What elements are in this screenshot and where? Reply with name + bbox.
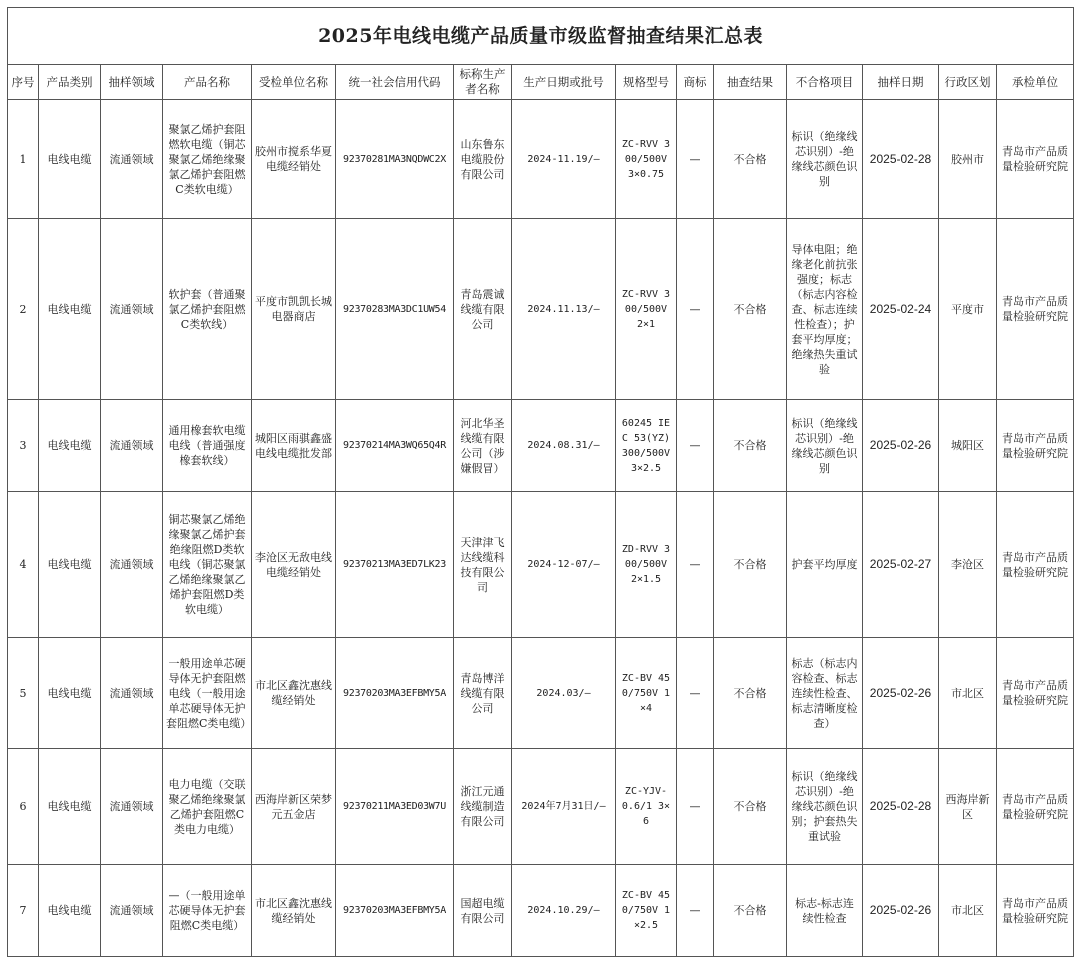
cell-sampling-field: 流通领域 <box>101 865 163 957</box>
results-table <box>7 7 1074 957</box>
cell-index: 7 <box>8 865 39 957</box>
cell-district: 西海岸新区 <box>939 749 997 865</box>
cell-trademark: — <box>677 492 714 638</box>
cell-production-date: 2024-12-07/— <box>512 492 616 638</box>
cell-result: 不合格 <box>714 400 787 492</box>
cell-sampling-date: 2025-02-26 <box>863 638 939 749</box>
cell-failed-items: 标识（绝缘线芯识别）-绝缘线芯颜色识别；护套热失重试验 <box>787 749 863 865</box>
cell-category: 电线电缆 <box>39 400 101 492</box>
cell-manufacturer: 天津津飞达线缆科技有限公司 <box>454 492 512 638</box>
cell-district: 李沧区 <box>939 492 997 638</box>
cell-trademark: — <box>677 749 714 865</box>
results-sheet <box>7 7 1073 958</box>
cell-testing-org: 青岛市产品质量检验研究院 <box>997 219 1074 400</box>
cell-spec: ZC-YJV-0.6/1 3×6 <box>616 749 677 865</box>
cell-production-date: 2024-11.19/— <box>512 100 616 219</box>
table-row <box>8 100 1074 219</box>
header-production-date: 生产日期或批号 <box>512 65 616 100</box>
cell-result: 不合格 <box>714 638 787 749</box>
cell-failed-items: 导体电阻；绝缘老化前抗张强度；标志（标志内容检查、标志连续性检查）；护套平均厚度；绝缘热失重试验 <box>787 219 863 400</box>
cell-testing-org: 青岛市产品质量检验研究院 <box>997 100 1074 219</box>
cell-index: 1 <box>8 100 39 219</box>
header-testing-org: 承检单位 <box>997 65 1074 100</box>
cell-district: 市北区 <box>939 638 997 749</box>
cell-sampling-date: 2025-02-26 <box>863 400 939 492</box>
cell-spec: ZC-RVV 300/500V 2×1 <box>616 219 677 400</box>
cell-sampling-field: 流通领域 <box>101 638 163 749</box>
cell-product-name: —（一般用途单芯硬导体无护套阻燃C类电缆） <box>163 865 252 957</box>
cell-production-date: 2024.03/— <box>512 638 616 749</box>
cell-production-date: 2024年7月31日/— <box>512 749 616 865</box>
cell-index: 5 <box>8 638 39 749</box>
cell-testing-org: 青岛市产品质量检验研究院 <box>997 492 1074 638</box>
cell-result: 不合格 <box>714 219 787 400</box>
cell-inspected-unit: 市北区鑫沈惠线缆经销处 <box>252 638 336 749</box>
header-product-name: 产品名称 <box>163 65 252 100</box>
cell-product-name: 电力电缆（交联聚乙烯绝缘聚氯乙烯护套阻燃C类电力电缆） <box>163 749 252 865</box>
table-row <box>8 638 1074 749</box>
cell-sampling-field: 流通领域 <box>101 400 163 492</box>
cell-sampling-field: 流通领域 <box>101 100 163 219</box>
cell-inspected-unit: 平度市凯凯长城电器商店 <box>252 219 336 400</box>
cell-result: 不合格 <box>714 749 787 865</box>
header-sampling-date: 抽样日期 <box>863 65 939 100</box>
cell-credit-code: 92370283MA3DC1UW54 <box>336 219 454 400</box>
cell-manufacturer: 国超电缆有限公司 <box>454 865 512 957</box>
cell-district: 胶州市 <box>939 100 997 219</box>
cell-trademark: — <box>677 100 714 219</box>
header-district: 行政区划 <box>939 65 997 100</box>
cell-credit-code: 92370214MA3WQ65Q4R <box>336 400 454 492</box>
header-index: 序号 <box>8 65 39 100</box>
table-row <box>8 400 1074 492</box>
header-spec: 规格型号 <box>616 65 677 100</box>
table-row <box>8 865 1074 957</box>
cell-testing-org: 青岛市产品质量检验研究院 <box>997 865 1074 957</box>
cell-category: 电线电缆 <box>39 492 101 638</box>
cell-inspected-unit: 市北区鑫沈惠线缆经销处 <box>252 865 336 957</box>
cell-spec: ZC-RVV 300/500V 3×0.75 <box>616 100 677 219</box>
table-row <box>8 749 1074 865</box>
cell-credit-code: 92370203MA3EFBMY5A <box>336 865 454 957</box>
cell-district: 市北区 <box>939 865 997 957</box>
cell-category: 电线电缆 <box>39 219 101 400</box>
cell-testing-org: 青岛市产品质量检验研究院 <box>997 749 1074 865</box>
cell-product-name: 一般用途单芯硬导体无护套阻燃电线（一般用途单芯硬导体无护套阻燃C类电缆） <box>163 638 252 749</box>
header-trademark: 商标 <box>677 65 714 100</box>
cell-category: 电线电缆 <box>39 749 101 865</box>
cell-inspected-unit: 西海岸新区荣梦元五金店 <box>252 749 336 865</box>
cell-district: 城阳区 <box>939 400 997 492</box>
cell-credit-code: 92370213MA3ED7LK23 <box>336 492 454 638</box>
cell-manufacturer: 浙江元通线缆制造有限公司 <box>454 749 512 865</box>
cell-sampling-field: 流通领域 <box>101 492 163 638</box>
header-inspected-unit: 受检单位名称 <box>252 65 336 100</box>
cell-product-name: 软护套（普通聚氯乙烯护套阻燃C类软线） <box>163 219 252 400</box>
cell-district: 平度市 <box>939 219 997 400</box>
cell-category: 电线电缆 <box>39 865 101 957</box>
cell-spec: ZD-RVV 300/500V 2×1.5 <box>616 492 677 638</box>
cell-testing-org: 青岛市产品质量检验研究院 <box>997 638 1074 749</box>
table-title: 2025年电线电缆产品质量市级监督抽查结果汇总表 <box>8 8 1074 65</box>
cell-failed-items: 标志-标志连续性检查 <box>787 865 863 957</box>
cell-index: 6 <box>8 749 39 865</box>
cell-manufacturer: 青岛震诚线缆有限公司 <box>454 219 512 400</box>
cell-spec: ZC-BV 450/750V 1×4 <box>616 638 677 749</box>
cell-trademark: — <box>677 400 714 492</box>
header-manufacturer: 标称生产者名称 <box>454 65 512 100</box>
cell-index: 4 <box>8 492 39 638</box>
cell-manufacturer: 山东鲁东电缆股份有限公司 <box>454 100 512 219</box>
cell-inspected-unit: 李沧区无敌电线电缆经销处 <box>252 492 336 638</box>
header-row <box>8 65 1074 100</box>
cell-trademark: — <box>677 865 714 957</box>
cell-failed-items: 标志（标志内容检查、标志连续性检查、标志清晰度检查） <box>787 638 863 749</box>
cell-product-name: 聚氯乙烯护套阻燃软电缆（铜芯聚氯乙烯绝缘聚氯乙烯护套阻燃C类软电缆） <box>163 100 252 219</box>
cell-index: 3 <box>8 400 39 492</box>
cell-production-date: 2024.10.29/— <box>512 865 616 957</box>
cell-result: 不合格 <box>714 865 787 957</box>
cell-sampling-date: 2025-02-28 <box>863 749 939 865</box>
table-row <box>8 492 1074 638</box>
header-sampling-field: 抽样领域 <box>101 65 163 100</box>
cell-credit-code: 92370203MA3EFBMY5A <box>336 638 454 749</box>
cell-sampling-date: 2025-02-26 <box>863 865 939 957</box>
cell-spec: ZC-BV 450/750V 1×2.5 <box>616 865 677 957</box>
cell-sampling-date: 2025-02-28 <box>863 100 939 219</box>
cell-result: 不合格 <box>714 492 787 638</box>
header-category: 产品类别 <box>39 65 101 100</box>
cell-category: 电线电缆 <box>39 638 101 749</box>
cell-failed-items: 护套平均厚度 <box>787 492 863 638</box>
cell-manufacturer: 河北华圣线缆有限公司（涉嫌假冒） <box>454 400 512 492</box>
cell-testing-org: 青岛市产品质量检验研究院 <box>997 400 1074 492</box>
header-result: 抽查结果 <box>714 65 787 100</box>
cell-inspected-unit: 胶州市搅系华夏电缆经销处 <box>252 100 336 219</box>
cell-production-date: 2024.11.13/— <box>512 219 616 400</box>
header-credit-code: 统一社会信用代码 <box>336 65 454 100</box>
cell-failed-items: 标识（绝缘线芯识别）-绝缘线芯颜色识别 <box>787 400 863 492</box>
cell-inspected-unit: 城阳区雨骐鑫盛电线电缆批发部 <box>252 400 336 492</box>
cell-credit-code: 92370281MA3NQDWC2X <box>336 100 454 219</box>
cell-index: 2 <box>8 219 39 400</box>
cell-trademark: — <box>677 219 714 400</box>
cell-category: 电线电缆 <box>39 100 101 219</box>
cell-manufacturer: 青岛博洋线缆有限公司 <box>454 638 512 749</box>
cell-sampling-date: 2025-02-24 <box>863 219 939 400</box>
cell-sampling-field: 流通领域 <box>101 219 163 400</box>
cell-sampling-field: 流通领域 <box>101 749 163 865</box>
cell-product-name: 通用橡套软电缆电线（普通强度橡套软线） <box>163 400 252 492</box>
cell-result: 不合格 <box>714 100 787 219</box>
cell-failed-items: 标识（绝缘线芯识别）-绝缘线芯颜色识别 <box>787 100 863 219</box>
cell-production-date: 2024.08.31/— <box>512 400 616 492</box>
header-failed-items: 不合格项目 <box>787 65 863 100</box>
cell-sampling-date: 2025-02-27 <box>863 492 939 638</box>
cell-credit-code: 92370211MA3ED03W7U <box>336 749 454 865</box>
cell-product-name: 铜芯聚氯乙烯绝缘聚氯乙烯护套绝缘阻燃D类软电线（铜芯聚氯乙烯绝缘聚氯乙烯护套阻燃D类软电缆） <box>163 492 252 638</box>
table-row <box>8 219 1074 400</box>
cell-trademark: — <box>677 638 714 749</box>
cell-spec: 60245 IEC 53(YZ) 300/500V 3×2.5 <box>616 400 677 492</box>
